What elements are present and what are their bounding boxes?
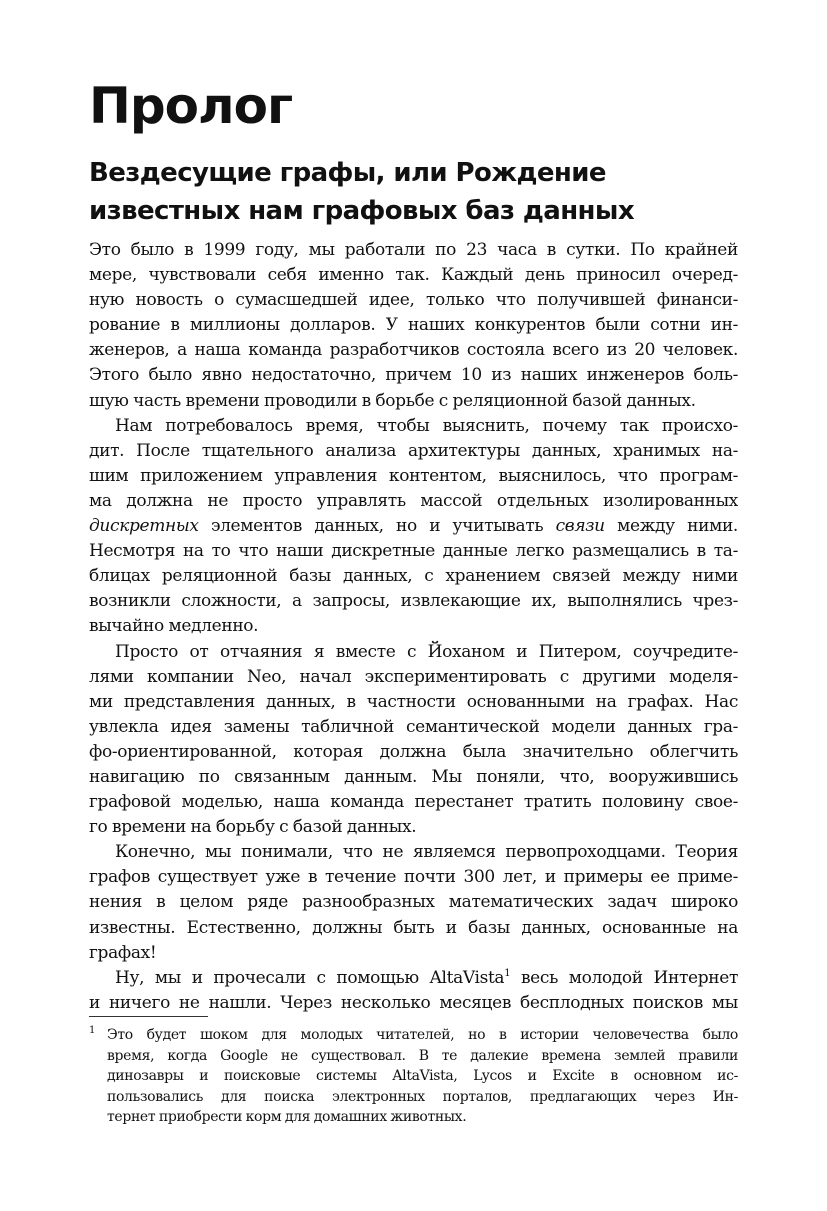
footnote-line: динозавры и поисковые системы AltaVista, Lycos и Excite в основном ис- [107,1068,738,1084]
text-line: фо-ориентированной, которая должна была значительно облегчить [89,741,738,762]
text-line: графах! [89,942,157,963]
text-line: шим приложением управления контентом, выяснилось, что програм- [89,465,738,486]
text-line: лями компании Neo, начал экспериментировать с другими моделя- [89,666,738,687]
paragraph [89,840,738,965]
footnote-divider [89,1016,208,1017]
body-text [89,238,738,1016]
footnote-line: время, когда Google не существовал. В те далекие времена землей правили [107,1047,738,1064]
text-line: ма должна не просто управлять массой отдельных изолированных [89,490,738,511]
paragraph [89,238,738,414]
chapter-subtitle [89,154,738,230]
paragraph [89,640,738,841]
emphasis-discrete: дискретных [89,516,199,537]
subtitle-line: известных нам графовых баз данных [89,196,635,226]
text-line: Нам потребовалось время, чтобы выяснить, почему так происхо- [115,415,738,436]
text-line: рование в миллионы долларов. У наших конкурентов были сотни ин- [89,315,738,336]
text-line: шую часть времени проводили в борьбе с реляционной базой данных. [89,390,696,411]
footnote-ref: 1 [504,967,511,979]
text-line: дит. После тщательного анализа архитектуры данных, хранимых на- [89,440,738,461]
text-line: графовой моделью, наша команда перестанет тратить половину свое- [89,792,738,813]
footnote-mark: 1 [89,1025,96,1036]
text-line: ную новость о сумасшедшей идее, только что получившей финанси- [89,290,738,311]
footnote-line: тернет приобрести корм для домашних животных. [107,1109,467,1125]
text-line: женеров, а наша команда разработчиков состояла всего из 20 человек. [89,340,738,361]
text-line: известны. Естественно, должны быть и базы данных, основанные на [89,917,738,938]
text-line: и ничего не нашли. Через несколько месяцев бесплодных поисков мы [89,992,738,1013]
footnote [89,1025,738,1128]
text-line: вычайно медленно. [89,616,259,637]
paragraph [89,414,738,640]
text-line: нения в целом ряде разнообразных математических задач широко [89,892,738,913]
text-line: блицах реляционной базы данных, с хранением связей между ними [89,566,738,587]
text-line: графов существует уже в течение почти 300 лет, и примеры ее приме- [89,867,738,888]
text-line: увлекла идея замены табличной семантической модели данных гра- [89,716,738,737]
text-line: ми представления данных, в частности основанными на графах. Нас [89,691,738,712]
text-line: Конечно, мы понимали, что не являемся первопроходцами. Теория [115,842,738,863]
chapter-title: Пролог [89,77,293,135]
footnote-line: пользовались для поиска электронных порталов, предлагающих через Ин- [107,1088,738,1105]
text-line: Этого было явно недостаточно, причем 10 из наших инженеров боль- [89,365,738,386]
text-line: навигацию по связанным данным. Мы поняли, что, вооружившись [89,766,738,787]
text-line: Просто от отчаяния я вместе с Йоханом и Питером, соучредите- [115,641,738,662]
text-line: возникли сложности, а запросы, извлекающие их, выполнялись чрез- [89,591,738,612]
emphasis-links: связи [555,516,605,537]
subtitle-line: Вездесущие графы, или Рождение [89,158,606,188]
text-line: Ну, мы и прочесали с помощью AltaVista$^1$ весь молодой Интернет [115,967,738,988]
footnote-line: Это будет шоком для молодых читателей, но в истории человечества было [107,1027,738,1043]
paragraph [89,966,738,1016]
text-line: мере, чувствовали себя именно так. Каждый день приносил очеред- [89,265,738,286]
text-line: дискретных элементов данных, но и учитывать связи между ними. [89,516,738,537]
text-line: го времени на борьбу с базой данных. [89,817,417,838]
text-line: Это было в 1999 году, мы работали по 23 часа в сутки. По крайней [89,240,738,260]
text-line: Несмотря на то что наши дискретные данные легко размещались в та- [89,541,738,562]
